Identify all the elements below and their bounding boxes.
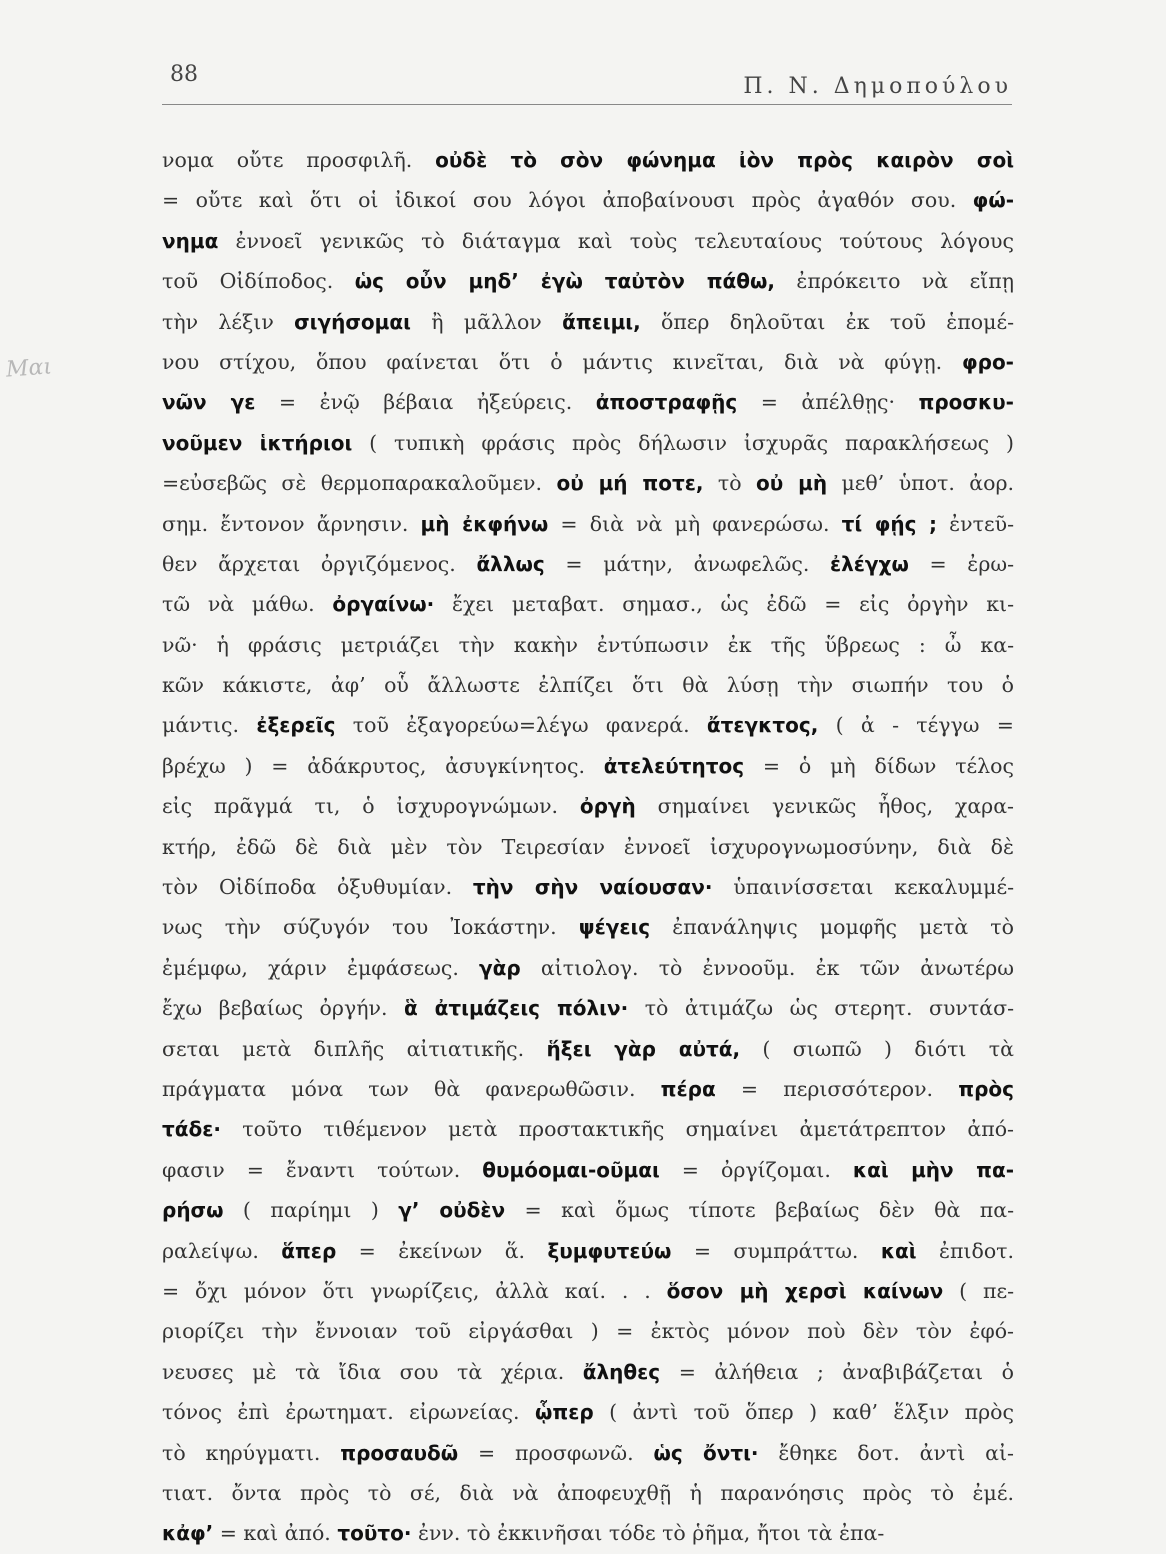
commentary-text: τοῦτο τιθέμενον μετὰ προστακτικῆς σημαίνει ἀμετάτρεπτον ἀπό-: [220, 1117, 1014, 1142]
text-line: [162, 302, 1014, 342]
lemma-term: μὴ ἐκφήνω: [420, 511, 549, 536]
lemma-term: πέρα: [660, 1076, 716, 1101]
commentary-text: βρέχω ) = ἀδάκρυτος, ἀσυγκίνητος.: [162, 753, 604, 778]
commentary-text: τὸ κηρύγματι.: [162, 1440, 341, 1465]
commentary-text: ( σιωπῶ ) διότι τὰ: [740, 1036, 1014, 1061]
commentary-text: = προσφωνῶ.: [458, 1440, 654, 1465]
lemma-term: ψέγεις: [578, 915, 651, 940]
commentary-text: = ὄχι μόνον ὅτι γνωρίζεις, ἀλλὰ καί. . .: [162, 1278, 667, 1303]
lemma-term: ἅπερ: [281, 1238, 337, 1263]
lemma-term: ὅσον μὴ χερσὶ καίνων: [666, 1278, 944, 1303]
text-line: [162, 1352, 1014, 1392]
commentary-text: σημαίνει γενικῶς ἦθος, χαρα-: [635, 794, 1014, 819]
commentary-text: ἐπιδοτ.: [916, 1238, 1014, 1263]
commentary-text: τὸ ἀτιμάζω ὡς στερητ. συντάσ-: [628, 996, 1014, 1021]
text-line: [162, 1109, 1014, 1149]
page-number: 88: [170, 62, 198, 87]
text-line: [162, 786, 1014, 826]
text-line: [162, 948, 1014, 988]
commentary-text: πράγματα μόνα των θὰ φανερωθῶσιν.: [162, 1076, 661, 1101]
commentary-text: = καὶ ὅμως τίποτε βεβαίως δὲν θὰ πα-: [505, 1198, 1014, 1223]
commentary-text: ( ἀντὶ τοῦ ὅπερ ) καθ’ ἕλξιν πρὸς: [593, 1400, 1014, 1425]
commentary-text: νως τὴν σύζυγόν του Ἰοκάστην.: [162, 915, 579, 940]
commentary-text: = καὶ ἀπό.: [213, 1521, 338, 1546]
lemma-term: καὶ: [880, 1238, 917, 1263]
text-line: [162, 1473, 1014, 1513]
lemma-term: νημα: [162, 228, 219, 253]
text-line: [162, 705, 1014, 745]
commentary-text: τὴν λέξιν: [162, 309, 295, 334]
lemma-term: ὡς οὖν μηδ’ ἐγὼ ταὐτὸν πάθω,: [354, 269, 775, 294]
text-line: [162, 1231, 1014, 1271]
commentary-text: τῶ νὰ μάθω.: [162, 592, 333, 617]
commentary-text: τόνος ἐπὶ ἐρωτηματ. εἰρωνείας.: [162, 1400, 535, 1425]
commentary-text: τιατ. ὄντα πρὸς τὸ σέ, διὰ νὰ ἀποφευχθῇ ἡ παρανόησις πρὸς τὸ ἐμέ.: [162, 1480, 1014, 1505]
commentary-text: μάντις.: [162, 713, 257, 738]
commentary-text: κῶν κάκιστε, ἀφ’ οὗ ἄλλωστε ἐλπίζει ὅτι θὰ λύσῃ τὴν σιωπήν του ὁ: [162, 673, 1014, 698]
text-line: [162, 544, 1014, 584]
commentary-text: ἢ μᾶλλον: [410, 309, 563, 334]
text-line: [162, 867, 1014, 907]
lemma-term: ἄτεγκτος,: [706, 713, 819, 738]
lemma-term: σιγήσομαι: [294, 309, 411, 334]
lemma-term: ἥξει γὰρ αὐτά,: [546, 1036, 741, 1061]
lemma-term: ὀργὴ: [579, 794, 636, 819]
lemma-term: γ’ οὐδὲν: [398, 1198, 506, 1223]
lemma-term: τί φῄς ;: [841, 511, 938, 536]
commentary-text: = ὁ μὴ δίδων τέλος: [744, 753, 1014, 778]
text-line: [162, 1190, 1014, 1230]
text-line: [162, 423, 1014, 463]
lemma-term: οὐ μὴ: [755, 471, 828, 496]
commentary-text: ( παρίημι ): [223, 1198, 399, 1223]
lemma-term: νοῦμεν ἱκτήριοι: [162, 430, 353, 455]
text-line: [162, 1150, 1014, 1190]
commentary-text: = διὰ νὰ μὴ φανερώσω.: [548, 511, 842, 536]
lemma-term: καὶ μὴν πα-: [852, 1157, 1014, 1182]
text-line: [162, 1271, 1014, 1311]
commentary-text: = ἀπέλθῃς·: [737, 390, 919, 415]
lemma-term: ὡς ὄντι·: [653, 1440, 759, 1465]
text-line: [162, 1392, 1014, 1432]
header-rule: [162, 104, 1012, 105]
text-line: [162, 625, 1014, 665]
commentary-text: τὸ: [703, 471, 756, 496]
commentary-text: σεται μετὰ διπλῆς αἰτιατικῆς.: [162, 1036, 547, 1061]
commentary-text: = ἀλήθεια ; ἀναβιβάζεται ὁ: [660, 1359, 1014, 1384]
lemma-term: ἃ ἀτιμάζεις πόλιν·: [403, 996, 629, 1021]
lemma-term: πρὸς: [958, 1076, 1014, 1101]
commentary-text: ( τυπικὴ φράσις πρὸς δήλωσιν ἰσχυρᾶς παρακλήσεως ): [352, 430, 1014, 455]
commentary-text: ἐντεῦ-: [937, 511, 1014, 536]
text-line: [162, 261, 1014, 301]
commentary-text: σημ. ἔντονον ἄρνησιν.: [162, 511, 421, 536]
lemma-term: ἐξερεῖς: [256, 713, 336, 738]
commentary-text: = οὔτε καὶ ὅτι οἱ ἰδικοί σου λόγοι ἀποβαίνουσι πρὸς ἀγαθόν σου.: [162, 188, 973, 213]
commentary-text: ( ἀ - τέγγω =: [818, 713, 1014, 738]
commentary-text: νευσες μὲ τὰ ἴδια σου τὰ χέρια.: [162, 1359, 583, 1384]
text-line: [162, 504, 1014, 544]
lemma-term: προσκυ-: [918, 390, 1014, 415]
lemma-term: ἄπειμι,: [562, 309, 641, 334]
lemma-term: νῶν γε: [162, 390, 256, 415]
commentary-text: αἰτιολογ. τὸ ἐννοοῦμ. ἐκ τῶν ἀνωτέρω: [520, 955, 1014, 980]
lemma-term: κἀφ’: [162, 1521, 214, 1546]
lemma-term: τὴν σὴν ναίουσαν·: [472, 875, 713, 900]
commentary-text: = ἐρω-: [908, 551, 1014, 576]
commentary-text: ἐνν. τὸ ἐκκινῆσαι τόδε τὸ ῥῆμα, ἤτοι τὰ ἐπα-: [411, 1521, 885, 1546]
commentary-text: φασιν = ἔναντι τούτων.: [162, 1157, 483, 1182]
lemma-term: γὰρ: [479, 955, 521, 980]
commentary-text: νου στίχου, ὅπου φαίνεται ὅτι ὁ μάντις κινεῖται, διὰ νὰ φύγῃ.: [162, 349, 962, 374]
commentary-text: εἰς πρᾶγμά τι, ὁ ἰσχυρογνώμων.: [162, 794, 580, 819]
running-head: [162, 62, 1012, 106]
text-line: [162, 665, 1014, 705]
commentary-text: τὸν Οἰδίποδα ὀξυθυμίαν.: [162, 875, 473, 900]
commentary-text: = ὀργίζομαι.: [659, 1157, 853, 1182]
commentary-text: νομα οὔτε προσφιλῆ.: [162, 148, 436, 172]
lemma-term: ἄλλως: [476, 551, 545, 576]
running-head-author: Π. Ν. Δημοπούλου: [743, 74, 1012, 99]
lemma-term: ἄληθες: [582, 1359, 661, 1384]
text-line: [162, 584, 1014, 624]
text-line: [162, 827, 1014, 867]
lemma-term: τάδε·: [162, 1117, 221, 1142]
text-line: [162, 988, 1014, 1028]
lemma-term: οὐδὲ τὸ σὸν φώνημα ἰὸν πρὸς καιρὸν σοὶ: [435, 148, 1014, 172]
commentary-text: = συμπράττω.: [671, 1238, 881, 1263]
commentary-text: ἔχω βεβαίως ὀργήν.: [162, 996, 404, 1021]
lemma-term: ἀτελεύτητος: [603, 753, 745, 778]
lemma-term: προσαυδῶ: [340, 1440, 459, 1465]
commentary-text: κτήρ, ἐδῶ δὲ διὰ μὲν τὸν Τειρεσίαν ἐννοεῖ ἰσχυρογνωμοσύνην, διὰ δὲ: [162, 834, 1014, 859]
lemma-term: ξυμφυτεύω: [547, 1238, 672, 1263]
commentary-text: ἔχει μεταβατ. σημασ., ὡς ἐδῶ = εἰς ὀργὴν κι-: [434, 592, 1014, 617]
commentary-text: =εὐσεβῶς σὲ θερμοπαρακαλοῦμεν.: [162, 471, 557, 496]
commentary-text: = μάτην, ἀνωφελῶς.: [544, 551, 830, 576]
commentary-text: = ἐκείνων ἅ.: [336, 1238, 548, 1263]
commentary-text: τοῦ Οἰδίποδος.: [162, 269, 355, 294]
lemma-term: ρήσω: [162, 1198, 224, 1223]
text-line: [162, 1433, 1014, 1473]
lemma-term: θυμόομαι-οῦμαι: [482, 1157, 660, 1182]
commentary-text: = περισσότερον.: [715, 1076, 959, 1101]
commentary-text: ὅπερ δηλοῦται ἐκ τοῦ ἑπομέ-: [640, 309, 1014, 334]
commentary-text: μεθ’ ὑποτ. ἀορ.: [827, 471, 1014, 496]
text-line: [162, 342, 1014, 382]
lemma-term: ᾧπερ: [534, 1400, 594, 1425]
commentary-text: ἐννοεῖ γενικῶς τὸ διάταγμα καὶ τοὺς τελευταίους τούτους λόγους: [218, 228, 1014, 253]
lemma-term: ἐλέγχω: [830, 551, 909, 576]
commentary-text: νῶ· ἡ φράσις μετριάζει τὴν κακὴν ἐντύπωσιν ἐκ τῆς ὕβρεως : ὦ κα-: [162, 632, 1014, 657]
text-line: [162, 907, 1014, 947]
text-line: [162, 463, 1014, 503]
commentary-text: ὑπαινίσσεται κεκαλυμμέ-: [712, 875, 1014, 900]
lemma-term: οὐ μή ποτε,: [556, 471, 704, 496]
lemma-term: ὀργαίνω·: [332, 592, 435, 617]
text-line: [162, 382, 1014, 422]
commentary-text: ἔθηκε δοτ. ἀντὶ αἰ-: [758, 1440, 1014, 1465]
text-line: [162, 1311, 1014, 1351]
text-line: [162, 1069, 1014, 1109]
commentary-text: τοῦ ἐξαγορεύω=λέγω φανερά.: [335, 713, 707, 738]
commentary-text: = ἐνῷ βέβαια ἠξεύρεις.: [255, 390, 596, 415]
text-line: [162, 746, 1014, 786]
margin-handwritten-note: Μαι: [5, 354, 53, 383]
commentary-text: ριορίζει τὴν ἔννοιαν τοῦ εἰργάσθαι ) = ἐκτὸς μόνον ποὺ δὲν τὸν ἐφό-: [162, 1319, 1014, 1344]
lemma-term: ἀποστραφῇς: [595, 390, 738, 415]
lemma-term: τοῦτο·: [337, 1521, 412, 1546]
commentary-text: ( πε-: [943, 1278, 1014, 1303]
text-line: [162, 140, 1014, 180]
commentary-text: ἐμέμφω, χάριν ἐμφάσεως.: [162, 955, 479, 980]
commentary-text: ἐπανάληψις μομφῆς μετὰ τὸ: [650, 915, 1014, 940]
commentary-text: θεν ἄρχεται ὀργιζόμενος.: [162, 551, 477, 576]
commentary-text-body: [162, 140, 1014, 1554]
text-line: [162, 180, 1014, 220]
lemma-term: φώ-: [972, 188, 1014, 213]
commentary-text: ἐπρόκειτο νὰ εἴπῃ: [774, 269, 1014, 294]
lemma-term: φρο-: [961, 349, 1014, 374]
text-line: [162, 1029, 1014, 1069]
text-line: [162, 221, 1014, 261]
commentary-text: ραλείψω.: [162, 1238, 282, 1263]
text-line: [162, 1513, 1014, 1553]
